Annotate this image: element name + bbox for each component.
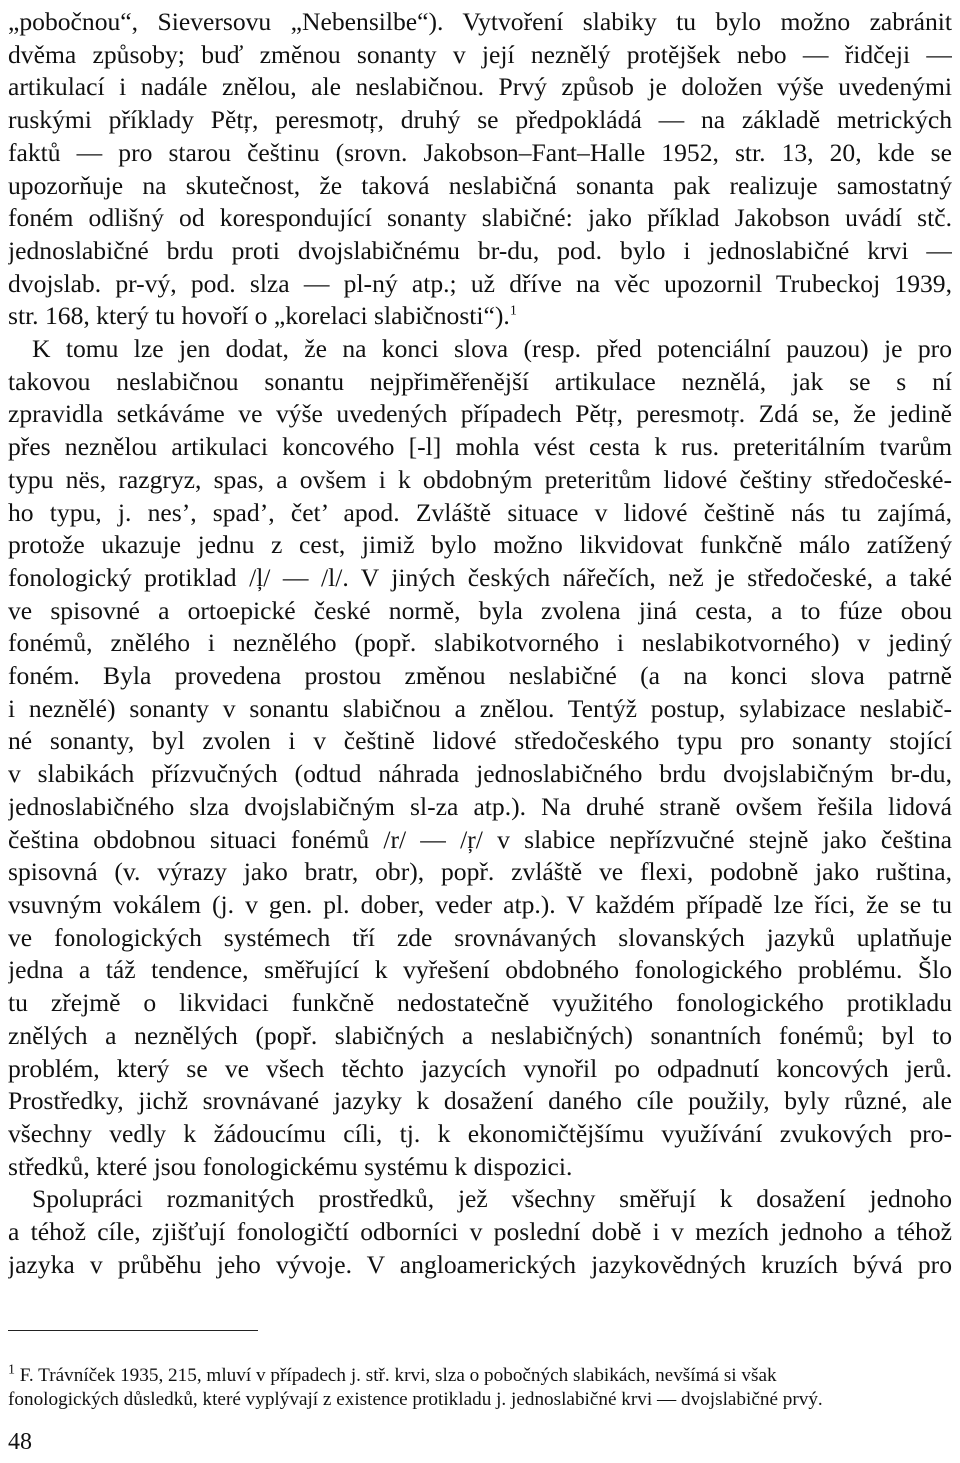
book-page	[8, 0, 952, 1463]
text-line: jazyka v průběhu jeho vývoje. V angloamerických jazykovědných kruzích bývá pro	[8, 1249, 952, 1279]
text-line: Prostředky, jichž srovnávané jazyky k dosažení daného cíle použily, byly různé, ale	[8, 1086, 952, 1116]
body-text	[8, 6, 952, 1281]
footnote-line	[8, 1364, 952, 1388]
text-line: jednoslabičné brdu proti dvojslabičnému br-du, pod. bylo i jednoslabičné krvi —	[8, 235, 952, 265]
text-line: spisovná (v. výrazy jako bratr, obr), popř. zvláště ve flexi, podobně jako ruština,	[8, 857, 952, 887]
text-line: jednoslabičného slza dvojslabičným sl-za atp.). Na druhé straně ovšem řešila lidová	[8, 791, 952, 821]
footnote-marker: 1	[8, 1362, 15, 1378]
text-line: jedna a táž tendence, směřující k vyřešení obdobného fonologického problému. Šlo	[8, 955, 952, 985]
text-line: znělých a neznělých (popř. slabičných a neslabičných) sonantních fonémů; byl to	[8, 1020, 952, 1050]
footnote	[8, 1364, 952, 1412]
text-line: ve spisovné a ortoepické české normě, byla zvolena jiná cesta, a to fúze obou	[8, 595, 952, 625]
text-line: foném odlišný od korespondující sonanty slabičné: jako příklad Jakobson uvádí stč.	[8, 203, 952, 233]
text-line: problém, který se ve všech těchto jazycích vynořil po odpadnutí koncových jerů.	[8, 1053, 952, 1083]
footnote-text: fonologických důsledků, které vyplývají z existence protikladu j. jednoslabičné krvi — dvojslabičné prvý.	[8, 1389, 823, 1410]
text-line: protože ukazuje jednu z cest, jimiž bylo možno likvidovat funkčně málo zatížený	[8, 530, 952, 560]
text-line: ve fonologických systémech tří zde srovnávaných slovanských jazyků uplatňuje	[8, 922, 952, 952]
text-line: typu nës, razgryz, spas, a ovšem i k obdobným preteritům lidové češtiny středočeské-	[8, 464, 952, 494]
text-line: fonémů, znělého i neznělého (popř. slabikotvorného i neslabikotvorného) v jediný	[8, 628, 952, 658]
text-line: tu zřejmě o likvidaci funkčně nedostatečně využitého fonologického protikladu	[8, 988, 952, 1018]
text-line: né sonanty, byl zvolen i v češtině lidové středočeského typu pro sonanty stojící	[8, 726, 952, 756]
paragraph-last-line: středků, které jsou fonologickému systému k dispozici.	[8, 1151, 573, 1181]
text-line: dvěma způsoby; buď změnou sonanty v její neznělý protějšek nebo — řidčeji —	[8, 39, 952, 69]
text-line: faktů — pro starou češtinu (srovn. Jakobson–Fant–Halle 1952, str. 13, 20, kde se	[8, 137, 952, 167]
text-line: přes neznělou artikulaci koncového [-l] mohla vést cesta k rus. preteritálním tvarům	[8, 432, 952, 462]
text-line: všechny vedly k žádoucímu cíli, tj. k ekonomičtějšímu využívání zvukových pro-	[8, 1118, 952, 1148]
text-line: i neznělé) sonanty v sonantu slabičnou a znělou. Tentýž postup, sylabizace neslabič-	[8, 693, 952, 723]
text-line: fonologický protiklad /ļ/ — /l/. V jiných českých nářečích, než je středočeské, a také	[8, 562, 952, 592]
text-line: čeština obdobnou situaci fonémů /r/ — /ŗ/ v slabice nepřízvučné stejně jako čeština	[8, 824, 952, 854]
text-line-with-footnote-ref	[8, 300, 952, 333]
text-line: ho typu, j. nes’, spad’, čet’ apod. Zvláště situace v lidové češtině nás tu zajímá,	[8, 497, 952, 527]
text-line: str. 168, který tu hovoří o „korelaci slabičnosti“).	[8, 301, 510, 331]
text-line: upozorňuje na skutečnost, že taková neslabičná sonanta pak realizuje samostatný	[8, 170, 952, 200]
page-number: 48	[8, 1429, 32, 1455]
footnote-text: F. Trávníček 1935, 215, mluví v případech j. stř. krvi, slza o pobočných slabikách, nevšímá si však	[19, 1365, 777, 1386]
text-line: artikulací i nadále znělou, ale neslabičnou. Prvý způsob je doložen výše uvedenými	[8, 72, 952, 102]
text-line: „pobočnou“, Sieversovu „Nebensilbe“). Vytvoření slabiky tu bylo možno zabránit	[8, 7, 952, 36]
text-line: ruskými příklady Pětŗ, peresmotŗ, druhý se předpokládá — na základě metrických	[8, 105, 952, 135]
text-line: foném. Byla provedena prostou změnou neslabičné (a na konci slova patrně	[8, 661, 952, 691]
text-line: vsuvným vokálem (j. v gen. pl. dober, veder atp.). V každém případě lze říci, že se tu	[8, 889, 952, 919]
text-line: zpravidla setkáváme ve výše uvedených případech Pětŗ, peresmotŗ. Zdá se, že jedině	[8, 399, 952, 429]
footnote-reference[interactable]: 1	[509, 303, 517, 319]
text-line: v slabikách přízvučných (odtud náhrada jednoslabičného brdu dvojslabičným br-du,	[8, 759, 952, 789]
text-line: a téhož cíle, zjišťují fonologičtí odborníci v poslední době i v mezích jednoho a téhož	[8, 1217, 952, 1247]
paragraph-first-line: Spolupráci rozmanitých prostředků, jež všechny směřují k dosažení jednoho	[32, 1184, 952, 1214]
footnote-separator	[8, 1330, 258, 1331]
paragraph-first-line: K tomu lze jen dodat, že na konci slova (resp. před potenciální pauzou) je pro	[32, 334, 952, 364]
text-line: takovou neslabičnou sonantu nejpřiměřenější artikulace neznělá, jak se s ní	[8, 366, 952, 396]
text-line: dvojslab. pr-vý, pod. slza — pl-ný atp.; už dříve na věc upozornil Trubeckoj 1939,	[8, 268, 952, 298]
